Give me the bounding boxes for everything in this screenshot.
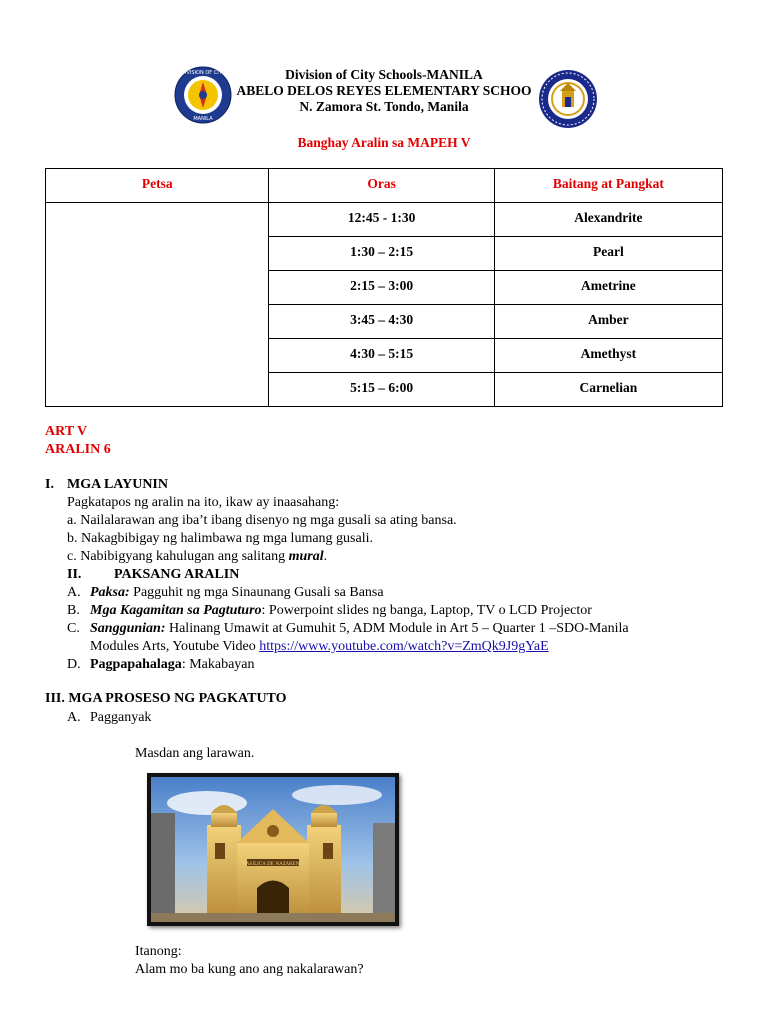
objectives-intro: Pagkatapos ng aralin na ito, ikaw ay inaasahang: bbox=[67, 495, 340, 510]
reference-line-2 bbox=[90, 638, 549, 656]
school-address: N. Zamora St. Tondo, Manila bbox=[299, 99, 469, 114]
section3-title: III. MGA PROSESO NG PAGKATUTO bbox=[45, 691, 287, 706]
header-petsa: Petsa bbox=[46, 169, 269, 203]
materials-marker: B. bbox=[67, 603, 80, 618]
pangkat-cell: Carnelian bbox=[494, 373, 722, 407]
topic-line bbox=[90, 584, 384, 602]
photo-caption: BASILICA DE NAZARENO bbox=[242, 862, 304, 867]
question-text: Alam mo ba kung ano ang nakalarawan? bbox=[135, 962, 364, 977]
pangkat-cell: Alexandrite bbox=[494, 203, 722, 237]
topic-text: Pagguhit ng mga Sinaunang Gusali sa Bansa bbox=[129, 585, 384, 600]
objective-b: b. Nakagbibigay ng halimbawa ng mga lumang gusali. bbox=[67, 531, 373, 546]
reference-label: Sanggunian: bbox=[90, 621, 166, 636]
materials-text: : Powerpoint slides ng banga, Laptop, TV o LCD Projector bbox=[261, 603, 592, 618]
lesson-number: ARALIN 6 bbox=[45, 442, 111, 457]
topic-marker: A. bbox=[67, 585, 81, 600]
materials-label: Mga Kagamitan sa Pagtuturo bbox=[90, 603, 262, 618]
reference-text-2: Modules Arts, Youtube Video bbox=[90, 639, 260, 654]
subject-heading: ART V bbox=[45, 424, 88, 439]
motivation-marker: A. bbox=[67, 710, 81, 725]
youtube-link[interactable]: https://www.youtube.com/watch?v=ZmQk9J9gYaE bbox=[259, 639, 549, 654]
section1-title: MGA LAYUNIN bbox=[67, 477, 168, 492]
values-marker: D. bbox=[67, 657, 81, 672]
header-baitang: Baitang at Pangkat bbox=[494, 169, 722, 203]
oras-cell: 4:30 – 5:15 bbox=[269, 339, 494, 373]
document-title: Banghay Aralin sa MAPEH V bbox=[297, 135, 471, 150]
motivation-label: Pagganyak bbox=[90, 710, 152, 725]
values-label: Pagpapahalaga bbox=[90, 657, 182, 672]
objective-a: a. Nailalarawan ang iba’t ibang disenyo ng mga gusali sa ating bansa. bbox=[67, 513, 457, 528]
topic-label: Paksa: bbox=[90, 585, 130, 600]
petsa-cell bbox=[46, 203, 269, 407]
reference-marker: C. bbox=[67, 621, 80, 636]
table-row bbox=[46, 203, 723, 237]
values-text: : Makabayan bbox=[181, 657, 255, 672]
section1-number: I. bbox=[45, 477, 54, 492]
materials-line bbox=[90, 602, 592, 620]
svg-text:MANILA: MANILA bbox=[193, 116, 213, 122]
table-header-row bbox=[46, 169, 723, 203]
oras-cell: 3:45 – 4:30 bbox=[269, 305, 494, 339]
oras-cell: 5:15 – 6:00 bbox=[269, 373, 494, 407]
instruction-text: Masdan ang larawan. bbox=[135, 746, 255, 761]
objective-c-text: c. Nabibigyang kahulugan ang salitang bbox=[67, 549, 289, 564]
section2-title: PAKSANG ARALIN bbox=[114, 567, 240, 582]
oras-cell: 12:45 - 1:30 bbox=[269, 203, 494, 237]
schedule-table bbox=[45, 168, 723, 407]
svg-text:DIVISION OF CITY: DIVISION OF CITY bbox=[181, 70, 225, 76]
header-oras: Oras bbox=[269, 169, 494, 203]
section2-number: II. bbox=[67, 567, 82, 582]
values-line bbox=[90, 656, 255, 674]
objective-c-term: mural bbox=[288, 549, 324, 564]
pangkat-cell: Ametrine bbox=[494, 271, 722, 305]
pangkat-cell: Pearl bbox=[494, 237, 722, 271]
oras-cell: 2:15 – 3:00 bbox=[269, 271, 494, 305]
itanong-label: Itanong: bbox=[135, 944, 182, 959]
church-photo bbox=[147, 773, 399, 926]
oras-cell: 1:30 – 2:15 bbox=[269, 237, 494, 271]
reference-text: Halinang Umawit at Gumuhit 5, ADM Module in Art 5 – Quarter 1 –SDO-Manila bbox=[165, 621, 629, 636]
objective-c bbox=[67, 548, 327, 566]
division-name: Division of City Schools-MANILA bbox=[285, 67, 483, 82]
pangkat-cell: Amber bbox=[494, 305, 722, 339]
school-name: ABELO DELOS REYES ELEMENTARY SCHOO bbox=[236, 83, 532, 98]
pangkat-cell: Amethyst bbox=[494, 339, 722, 373]
objective-c-end: . bbox=[323, 549, 328, 564]
reference-line bbox=[90, 620, 629, 638]
